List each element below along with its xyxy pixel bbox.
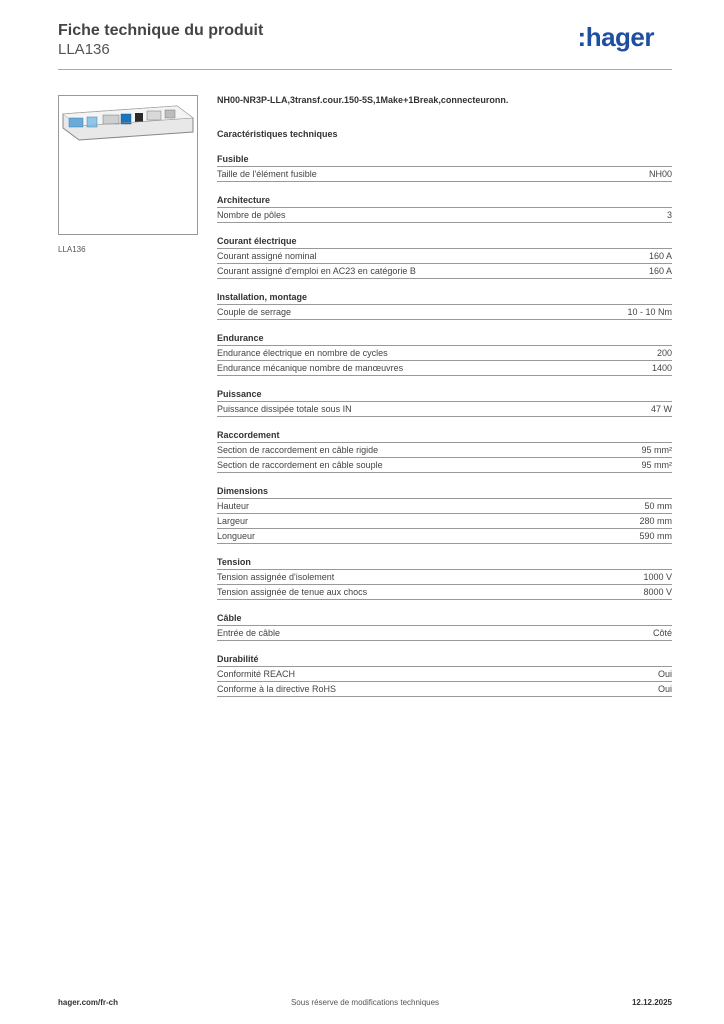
spec-label: Longueur [217, 531, 256, 541]
spec-value: 200 [656, 348, 672, 358]
spec-label: Hauteur [217, 501, 250, 511]
spec-group [217, 486, 672, 544]
spec-row [217, 626, 672, 641]
spec-value: 160 A [648, 251, 672, 261]
spec-row [217, 167, 672, 182]
product-reference: LLA136 [58, 41, 110, 58]
spec-group-title: Tension [217, 557, 672, 570]
spec-row [217, 443, 672, 458]
spec-value: 47 W [650, 404, 672, 414]
spec-label: Courant assigné nominal [217, 251, 317, 261]
spec-row [217, 529, 672, 544]
spec-value: 95 mm² [641, 460, 672, 470]
spec-value: 1400 [651, 363, 672, 373]
spec-group-title: Courant électrique [217, 236, 672, 249]
page-title: Fiche technique du produit [58, 22, 264, 39]
spec-row [217, 499, 672, 514]
spec-group [217, 654, 672, 697]
spec-row [217, 682, 672, 697]
spec-group [217, 236, 672, 279]
spec-value: Oui [657, 669, 672, 679]
spec-value: 8000 V [643, 587, 672, 597]
spec-group [217, 292, 672, 320]
product-illustration-icon [59, 96, 197, 234]
spec-row [217, 264, 672, 279]
logo-mark-icon: : [577, 22, 586, 52]
footer-disclaimer: Sous réserve de modifications techniques [290, 998, 440, 1007]
spec-group-title: Dimensions [217, 486, 672, 499]
spec-row [217, 361, 672, 376]
spec-group [217, 389, 672, 417]
spec-group-title: Raccordement [217, 430, 672, 443]
spec-group-title: Fusible [217, 154, 672, 167]
spec-value: 95 mm² [641, 445, 672, 455]
spec-label: Tension assignée d'isolement [217, 572, 335, 582]
brand-logo [578, 22, 654, 53]
brand-name: hager [585, 22, 654, 52]
spec-group-title: Puissance [217, 389, 672, 402]
spec-value: 280 mm [639, 516, 672, 526]
spec-value: 50 mm [644, 501, 672, 511]
spec-value: Côté [652, 628, 672, 638]
spec-group [217, 613, 672, 641]
spec-group-title: Installation, montage [217, 292, 672, 305]
spec-row [217, 514, 672, 529]
spec-label: Section de raccordement en câble rigide [217, 445, 379, 455]
spec-row [217, 208, 672, 223]
page-header [58, 22, 672, 59]
spec-label: Nombre de pôles [217, 210, 286, 220]
spec-group-title: Durabilité [217, 654, 672, 667]
spec-groups [217, 154, 672, 697]
spec-value: 1000 V [643, 572, 672, 582]
spec-group-title: Architecture [217, 195, 672, 208]
spec-label: Endurance mécanique nombre de manœuvres [217, 363, 404, 373]
spec-group [217, 430, 672, 473]
spec-value: Oui [657, 684, 672, 694]
spec-label: Largeur [217, 516, 249, 526]
spec-label: Puissance dissipée totale sous IN [217, 404, 352, 414]
spec-value: NH00 [648, 169, 672, 179]
spec-row [217, 585, 672, 600]
spec-label: Conformité REACH [217, 669, 296, 679]
footer-website[interactable]: hager.com/fr-ch [58, 998, 119, 1007]
spec-row [217, 402, 672, 417]
spec-group [217, 195, 672, 223]
spec-group [217, 154, 672, 182]
header-divider [58, 69, 672, 70]
spec-label: Entrée de câble [217, 628, 281, 638]
footer-date: 12.12.2025 [631, 998, 672, 1007]
spec-value: 160 A [648, 266, 672, 276]
spec-value: 590 mm [639, 531, 672, 541]
spec-row [217, 667, 672, 682]
spec-label: Tension assignée de tenue aux chocs [217, 587, 368, 597]
spec-label: Courant assigné d'emploi en AC23 en catégorie B [217, 266, 416, 276]
spec-label: Taille de l'élément fusible [217, 169, 317, 179]
product-description: NH00-NR3P-LLA,3transf.cour.150-5S,1Make+1Break,connecteuronn. [217, 95, 509, 105]
spec-label: Conforme à la directive RoHS [217, 684, 337, 694]
spec-value: 10 - 10 Nm [627, 307, 672, 317]
spec-label: Couple de serrage [217, 307, 292, 317]
spec-group-title: Endurance [217, 333, 672, 346]
spec-group [217, 557, 672, 600]
spec-row [217, 570, 672, 585]
specs-heading: Caractéristiques techniques [217, 129, 338, 139]
product-image [58, 95, 198, 235]
spec-row [217, 346, 672, 361]
spec-label: Section de raccordement en câble souple [217, 460, 383, 470]
spec-content [217, 95, 672, 697]
spec-row [217, 249, 672, 264]
spec-group [217, 333, 672, 376]
spec-group-title: Câble [217, 613, 672, 626]
spec-row [217, 305, 672, 320]
spec-label: Endurance électrique en nombre de cycles [217, 348, 388, 358]
spec-value: 3 [666, 210, 672, 220]
spec-row [217, 458, 672, 473]
product-image-caption: LLA136 [58, 245, 86, 254]
